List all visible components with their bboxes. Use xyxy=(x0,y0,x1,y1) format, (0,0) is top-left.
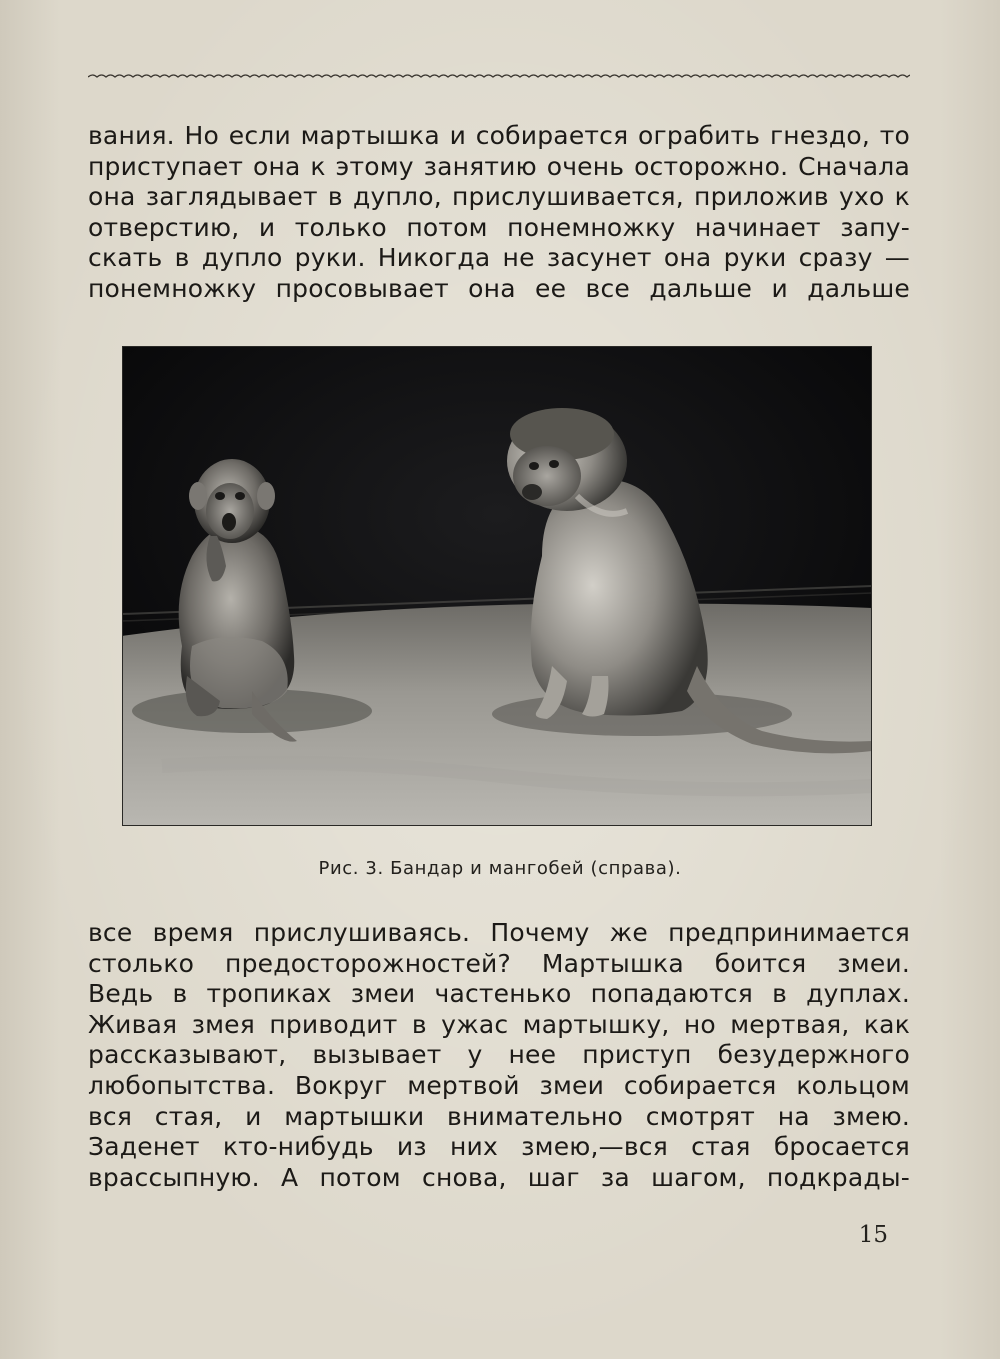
figure-caption: Рис. 3. Бандар и мангобей (справа). xyxy=(318,858,682,879)
text-line: приступает она к этому занятию очень осторожно. Сначала xyxy=(88,151,910,181)
text-line: Ведь в тропиках змеи частенько попадаются в дуплах. xyxy=(88,979,910,1009)
top-paragraph xyxy=(88,121,910,305)
text-line: Живая змея приводит в ужас мартышку, но мертвая, как xyxy=(88,1009,910,1039)
text-line: врассыпную. А потом снова, шаг за шагом, подкрады- xyxy=(88,1162,910,1192)
text-line: отверстию, и только потом понемножку начинает запу- xyxy=(88,212,910,242)
text-line: любопытства. Вокруг мертвой змеи собирается кольцом xyxy=(88,1070,910,1100)
text-line: вания. Но если мартышка и собирается ограбить гнездо, то xyxy=(88,121,910,150)
text-line: понемножку просовывает она ее все дальше и дальше xyxy=(88,273,910,303)
text-line: столько предосторожностей? Мартышка боится змеи. xyxy=(88,948,910,978)
text-line: она заглядывает в дупло, прислушивается, приложив ухо к xyxy=(88,182,910,212)
text-line: все время прислушиваясь. Почему же предпринимается xyxy=(88,918,910,947)
bottom-paragraph xyxy=(88,918,910,1193)
monkeys-photo-illustration xyxy=(122,346,872,826)
monkeys-photograph xyxy=(122,346,872,826)
text-line: скать в дупло руки. Никогда не засунет она руки сразу — xyxy=(88,243,910,273)
text-line: рассказывают, вызывает у нее приступ безудержного xyxy=(88,1040,910,1070)
page-number: 15 xyxy=(858,1222,888,1248)
decorative-wavy-rule xyxy=(88,66,910,84)
text-line: вся стая, и мартышки внимательно смотрят на змею. xyxy=(88,1101,910,1131)
text-line: Заденет кто-нибудь из них змею,—вся стая бросается xyxy=(88,1132,910,1162)
